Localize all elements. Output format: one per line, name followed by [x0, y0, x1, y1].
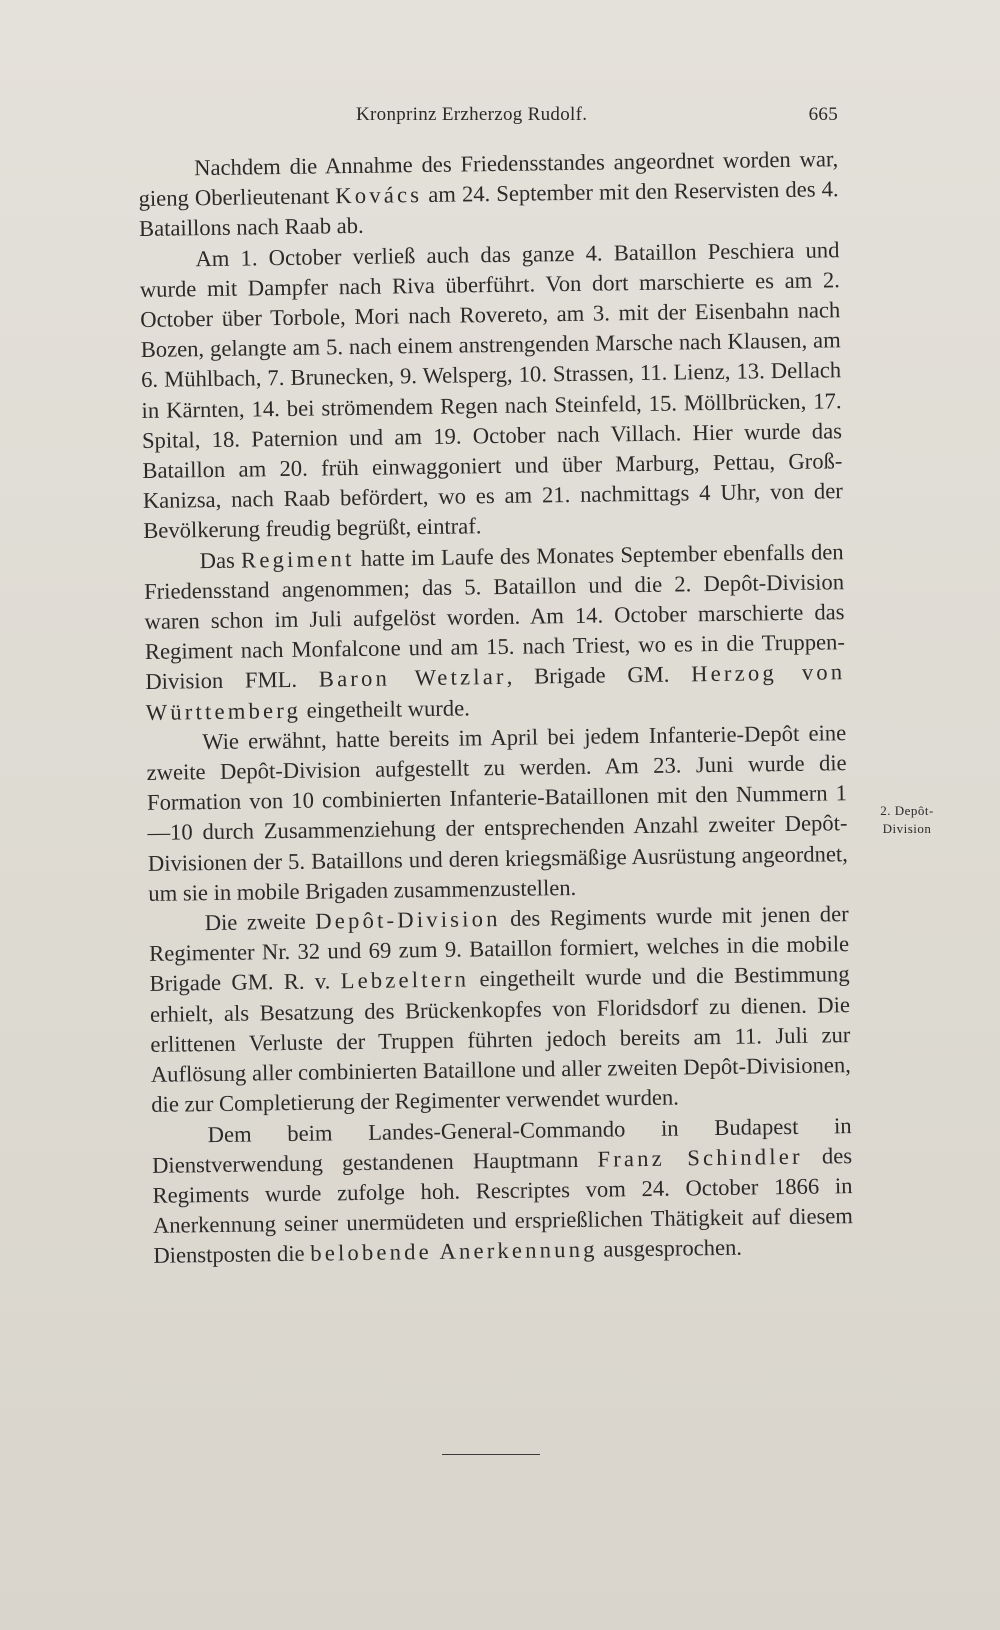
spaced-name: Depôt-Division	[315, 906, 501, 934]
text-run: Nachdem die Annahme des Friedensstandes angeordnet worden war, gieng Oberlieutenant	[138, 146, 839, 212]
running-header	[138, 100, 838, 134]
spaced-name: Baron Wetzlar	[318, 664, 507, 692]
text-run: Das	[199, 547, 242, 573]
running-title: Kronprinz Erzherzog Rudolf.	[356, 104, 588, 125]
paragraph-2: Am 1. October verließ auch das ganze 4. Bataillon Peschiera und wurde mit Dampfer nach Riva überführt. Von dort marschierte es am 2. October über Torbole, Mori nach Rovereto, am 3. mit der Eisenbahn nach Bozen, gelangte am 5. nach einem anstrengenden Marsche nach Klausen, am 6. Mühlbach, 7. Brunecken, 9. Welsperg, 10. Strassen, 11. Lienz, 13. Dellach in Kärnten, 14. bei strömendem Regen nach Steinfeld, 15. Möllbrücken, 17. Spital, 18. Paternion und am 19. October nach Villach. Hier wurde das Bataillon am 20. früh einwaggoniert und über Marburg, Pettau, Groß-Kanizsa, nach Raab befördert, wo es am 21. nachmittags 4 Uhr, von der Bevölkerung freudig begrüßt, eintraf.	[139, 236, 843, 544]
margin-note-line: Division	[882, 821, 932, 836]
text-run: am 24. September mit den Reservisten des 4. Bataillons nach Raab ab.	[138, 176, 839, 242]
paragraph-3	[143, 537, 845, 728]
text-run: Dem beim Landes-General-Commando in Budapest in Dienstverwendung gestandenen Hauptmann	[151, 1112, 852, 1178]
text-run: des Regiments wurde zufolge hoh. Rescriptes vom 24. October 1866 in Anerkennung seiner unermüdeten und ersprießlichen Thätigkeit auf diesem Dienstposten die	[152, 1142, 854, 1269]
paragraph-4: Wie erwähnt, hatte bereits im April bei jedem Infanterie-Depôt eine zweite Depôt-Division aufgestellt zu werden. Am 23. Juni wurde die Formation von 10 combinierten Infanterie-Bataillonen mit den Nummern 1—10 durch Zusammenziehung der entsprechenden Anzahl zweiter Depôt-Divisionen der 5. Bataillons und deren kriegsmäßige Ausrüstung angeordnet, um sie in mobile Brigaden zusammenzustellen.	[146, 720, 849, 906]
paragraph-5	[149, 899, 852, 1120]
spaced-name: Regiment	[240, 545, 355, 573]
text-run: eingetheilt wurde und die Bestimmung erhielt, als Besatzung des Brückenkopfes von Floridsdorf zu dienen. Die erlittenen Verluste der Truppen führten jedoch bereits am 11. Juli zur Auflösung aller combinierten Bataillone und aller zweiten Depôt-Divisionen, die zur Completierung der Regimenter verwendet wurden.	[149, 961, 851, 1118]
spaced-name: Franz Schindler	[597, 1143, 803, 1172]
page-number: 665	[808, 104, 838, 125]
margin-note	[862, 802, 952, 838]
spaced-name: Kovács	[335, 182, 423, 209]
spaced-name: Lebzeltern	[340, 966, 470, 994]
text-run: eingetheilt wurde.	[300, 695, 470, 723]
spaced-name: Herzog von Württemberg	[145, 659, 846, 725]
margin-note-line: 2. Depôt-	[880, 803, 934, 818]
paragraph-6	[151, 1111, 853, 1272]
spaced-name: belobende Anerkennung	[310, 1237, 598, 1267]
paragraph-1	[138, 144, 839, 244]
section-end-rule	[442, 1454, 540, 1455]
text-run: Die zweite	[204, 908, 316, 936]
text-run: des Regiments wurde mit jenen der Regimenter Nr. 32 und 69 zum 9. Bataillon formiert, welches in die mobile Brigade GM. R. v.	[148, 901, 850, 997]
text-run: ausgesprochen.	[597, 1234, 743, 1263]
text-run: , Brigade GM.	[506, 661, 692, 690]
main-text	[138, 144, 854, 1271]
text-run: hatte im Laufe des Monates September ebenfalls den Friedensstand angenommen; das 5. Bataillon und die 2. Depôt-Division waren schon im Juli aufgelöst worden. Am 14. October marschierte das Regiment nach Monfalcone und am 15. nach Triest, wo es in die Truppen-Division FML.	[143, 538, 846, 695]
